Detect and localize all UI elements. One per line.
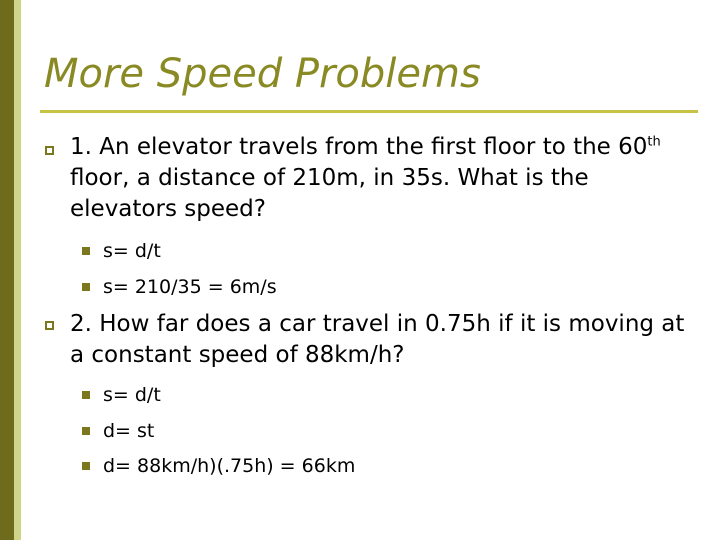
problem-1-step-1: s= d/t — [103, 240, 161, 262]
problem-2-step-2: d= st — [103, 420, 155, 442]
problem-2-bullet-icon — [45, 321, 54, 330]
problem-1-step-2-bullet-icon — [82, 283, 90, 291]
title-underline — [40, 110, 698, 113]
problem-1-bullet-icon — [45, 146, 54, 155]
problem-2-step-3: d= 88km/h)(.75h) = 66km — [103, 455, 356, 477]
problem-1-step-1-bullet-icon — [82, 247, 90, 255]
problem-2-step-1-bullet-icon — [82, 391, 90, 399]
problem-2-step-1: s= d/t — [103, 384, 161, 406]
problem-1-superscript: th — [647, 134, 661, 150]
problem-2-step-2-bullet-icon — [82, 427, 90, 435]
problem-1-step-2: s= 210/35 = 6m/s — [103, 276, 277, 298]
problem-2-text: 2. How far does a car travel in 0.75h if it is moving at a constant speed of 88km/h? — [70, 311, 685, 368]
problem-1-text-start: 1. An elevator travels from the first floor to the 60 — [70, 134, 648, 160]
slide-title: More Speed Problems — [44, 51, 481, 97]
problem-1-text — [70, 132, 700, 225]
left-accent-bar-light — [14, 0, 21, 540]
problem-1-text-end: floor, a distance of 210m, in 35s. What is the elevators speed? — [70, 165, 589, 222]
problem-2-step-3-bullet-icon — [82, 462, 90, 470]
left-accent-bar-dark — [0, 0, 14, 540]
